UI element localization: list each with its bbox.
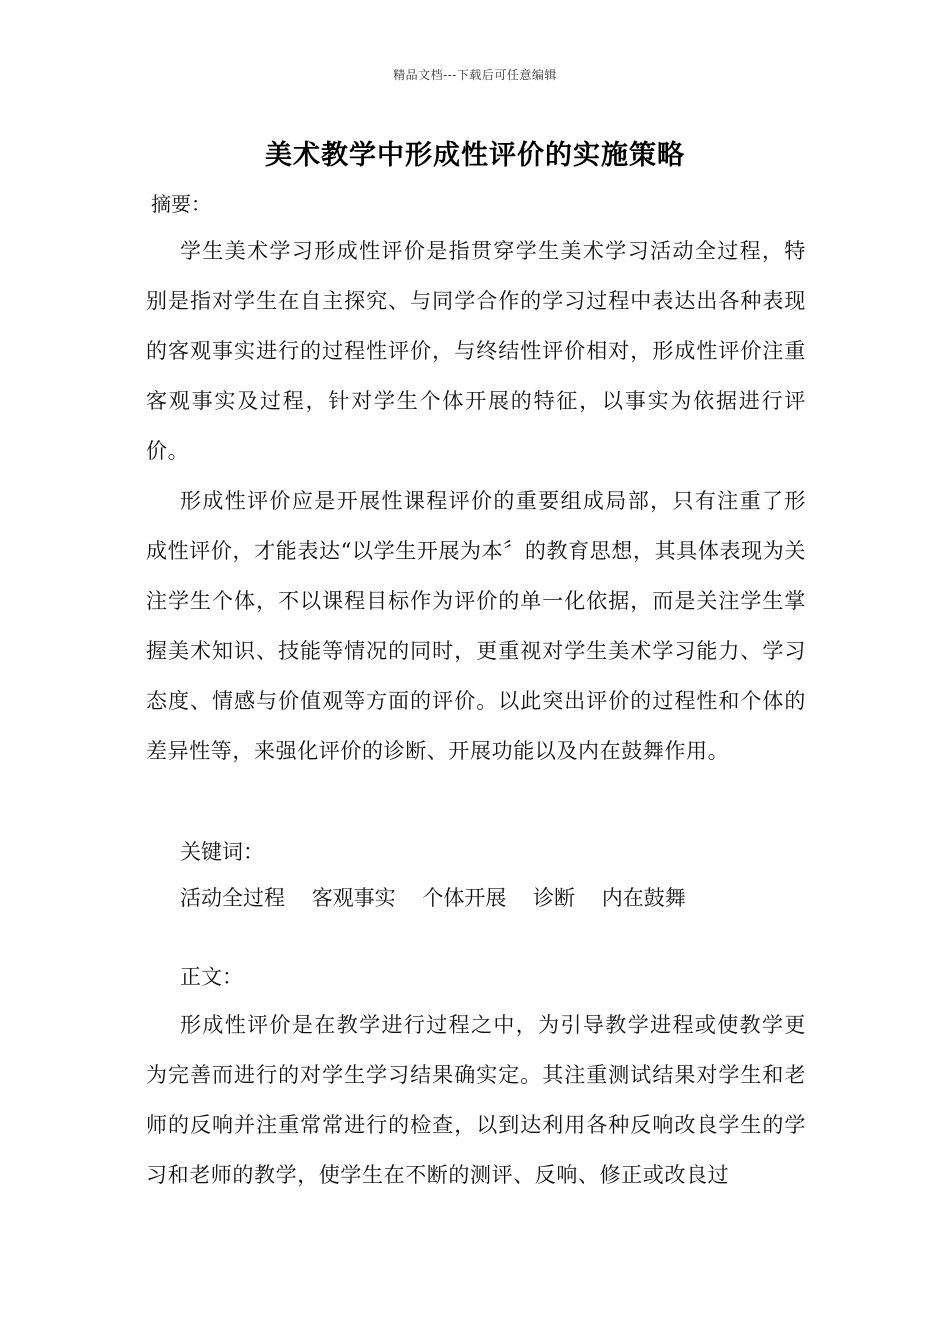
keyword-item: 诊断 xyxy=(533,886,576,910)
page-header-note: 精品文档---下载后可任意编辑 xyxy=(393,68,557,82)
keywords-list xyxy=(180,882,706,912)
abstract-paragraph-text: 形成性评价应是开展性课程评价的重要组成局部，只有注重了形成性评价，才能表达“以学生开展为本〞的教育思想，其具体表现为关注学生个体，不以课程目标作为评价的单一化依据，而是关注学生掌握美术知识、技能等情况的同时，更重视对学生美术学习能力、学习态度、情感与价值观等方面的评价。以此突出评价的过程性和个体的差异性等，来强化评价的诊断、开展功能以及内在鼓舞作用。 xyxy=(146,489,806,763)
abstract-label: 摘要： xyxy=(151,192,211,216)
main-paragraph-text: 形成性评价是在教学进行过程之中，为引导教学进程或使教学更为完善而进行的对学生学习结果确实定。其注重测试结果对学生和老师的反响并注重常常进行的检查，以到达利用各种反响改良学生的学习和老师的教学，使学生在不断的测评、反响、修正或改良过 xyxy=(146,1013,806,1187)
keyword-item: 内在鼓舞 xyxy=(601,886,686,910)
abstract-paragraph-1 xyxy=(146,226,806,476)
abstract-paragraph-2 xyxy=(146,476,806,776)
keyword-item: 客观事实 xyxy=(311,886,396,910)
abstract-paragraph-text: 学生美术学习形成性评价是指贯穿学生美术学习活动全过程，特别是指对学生在自主探究、与同学合作的学习过程中表达出各种表现的客观事实进行的过程性评价，与终结性评价相对，形成性评价注重客观事实及过程，针对学生个体开展的特征，以事实为依据进行评价。 xyxy=(146,239,806,463)
document-title: 美术教学中形成性评价的实施策略 xyxy=(265,140,685,171)
keyword-item: 个体开展 xyxy=(422,886,507,910)
keyword-item: 活动全过程 xyxy=(180,886,285,910)
main-text-label: 正文： xyxy=(180,965,243,989)
keywords-label: 关键词： xyxy=(180,840,264,864)
main-paragraph-1 xyxy=(146,1000,806,1200)
